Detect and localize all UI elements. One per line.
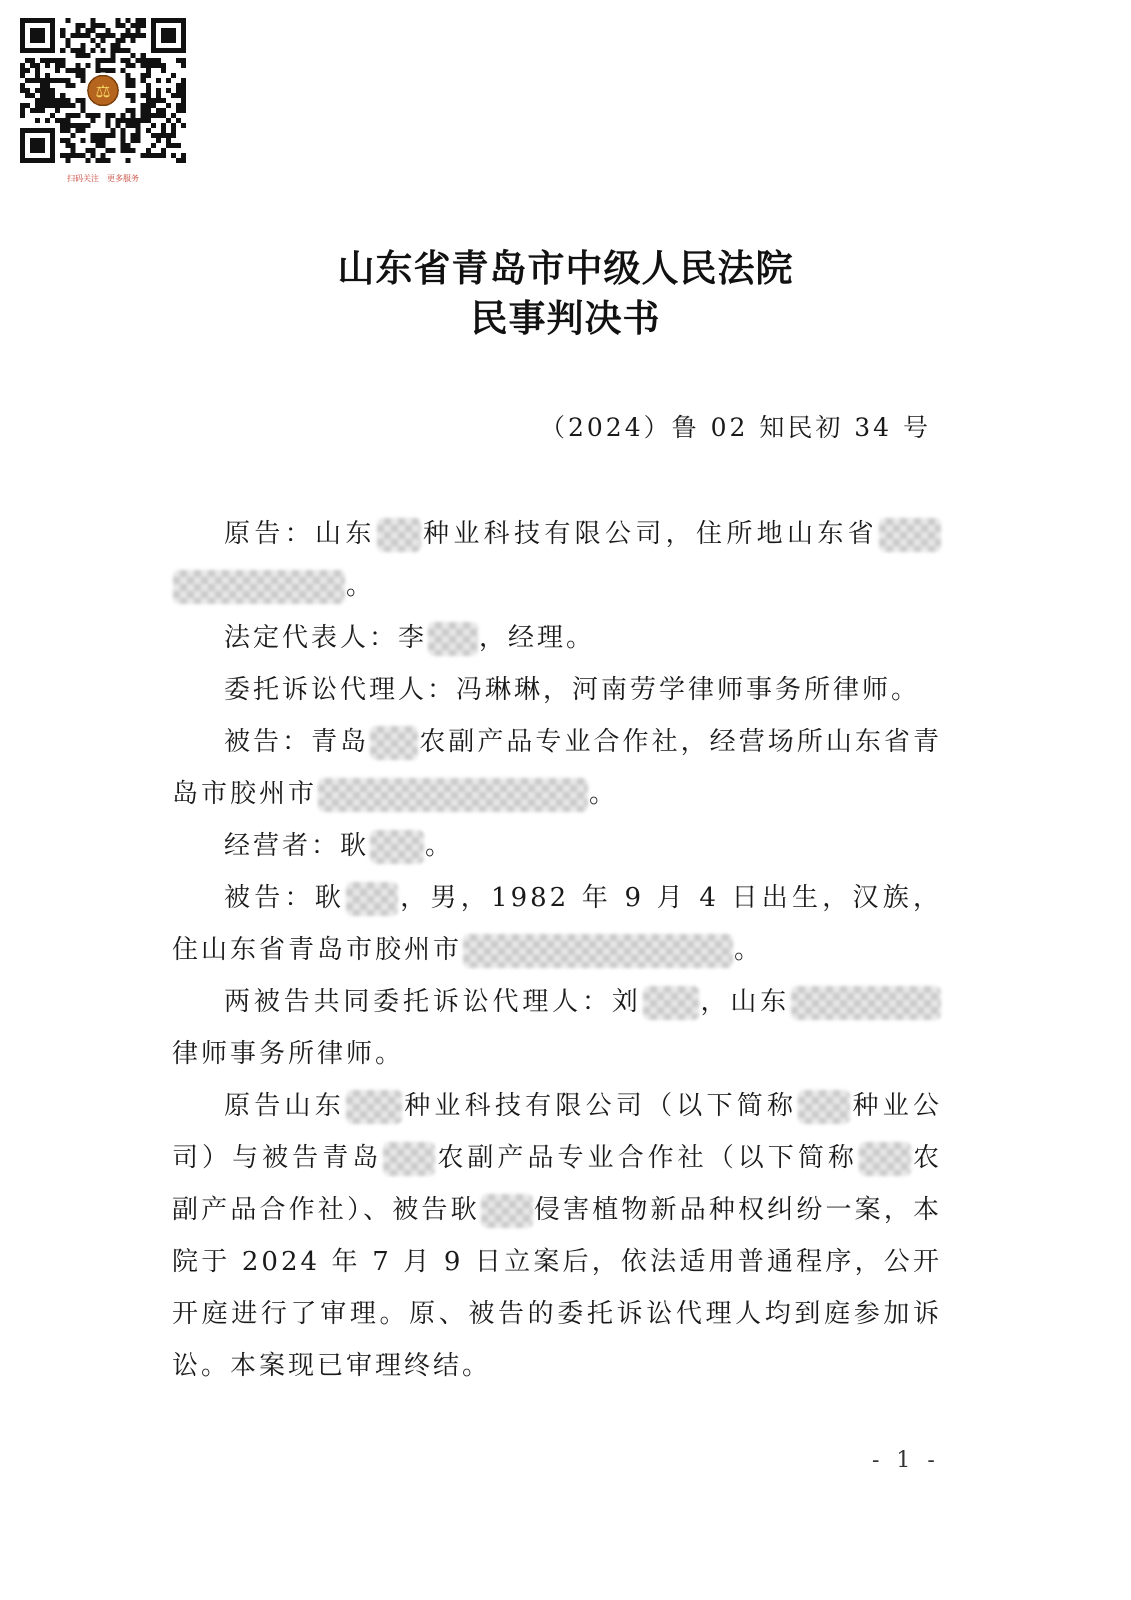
svg-text:⚖: ⚖ bbox=[95, 82, 111, 102]
text-segment: ，经理。 bbox=[479, 623, 596, 653]
paragraph-legal-rep bbox=[172, 612, 942, 664]
paragraph-operator bbox=[172, 820, 942, 872]
document-type: 民事判决书 bbox=[470, 297, 661, 340]
document-title bbox=[0, 244, 1131, 344]
redaction-mask bbox=[370, 726, 418, 760]
text-segment: 原告：山东 bbox=[224, 519, 376, 549]
court-name: 山东省青岛市中级人民法院 bbox=[337, 247, 794, 290]
text-segment: 农副产品合作社）、被告耿 bbox=[172, 1143, 942, 1225]
text-segment: ，男，1982 年 9 月 4 日出生，汉族，住山东省青岛市胶州市 bbox=[172, 883, 942, 965]
redaction-mask bbox=[859, 1142, 911, 1176]
paragraph-joint-agent bbox=[172, 976, 942, 1080]
redaction-mask bbox=[481, 1194, 533, 1228]
text-segment: 农副产品专业合作社（以下简称 bbox=[436, 1143, 858, 1173]
redaction-mask bbox=[173, 570, 345, 604]
text-segment: 。 bbox=[734, 935, 764, 965]
redaction-mask bbox=[428, 622, 478, 656]
paragraph-defendant-2 bbox=[172, 872, 942, 976]
text-segment: 。 bbox=[589, 779, 619, 809]
redaction-mask bbox=[346, 1090, 402, 1124]
paragraph-agent bbox=[172, 664, 942, 716]
text-segment: 种业科技有限公司（以下简称 bbox=[402, 1091, 798, 1121]
text-segment: 农副产品专业合作社，经营场所山东省青岛市胶州市 bbox=[172, 727, 942, 809]
redaction-mask bbox=[383, 1142, 435, 1176]
text-segment: 种业公司）与被告青岛 bbox=[172, 1091, 942, 1173]
text-segment: 两被告共同委托诉讼代理人：刘 bbox=[224, 987, 642, 1017]
redaction-mask bbox=[798, 1090, 850, 1124]
qr-code bbox=[20, 18, 186, 163]
text-segment: 。 bbox=[346, 571, 376, 601]
case-number: （2024）鲁 02 知民初 34 号 bbox=[540, 413, 932, 442]
text-segment: 法定代表人：李 bbox=[224, 623, 428, 653]
text-segment: 被告：耿 bbox=[224, 883, 346, 913]
qr-caption-right: 更多服务 bbox=[107, 174, 139, 183]
text-segment: 。 bbox=[425, 831, 455, 861]
text-segment: 经营者：耿 bbox=[224, 831, 370, 861]
text-segment: 侵害植物新品种权纠纷一案，本院于 2024 年 7 月 9 日立案后，依法适用普通程序，公开开庭进行了审理。原、被告的委托诉讼代理人均到庭参加诉讼。本案现已审理终结。 bbox=[172, 1195, 942, 1381]
text-segment: 被告：青岛 bbox=[224, 727, 370, 757]
paragraph-defendant-1 bbox=[172, 716, 942, 820]
text-segment: 律师事务所律师。 bbox=[172, 1039, 405, 1069]
redaction-mask bbox=[791, 986, 941, 1020]
text-segment: ，山东 bbox=[699, 987, 790, 1017]
document-body bbox=[172, 508, 942, 1392]
qr-code-block bbox=[20, 18, 186, 184]
redaction-mask bbox=[346, 882, 398, 916]
paragraph-plaintiff bbox=[172, 508, 942, 612]
redaction-mask bbox=[318, 778, 588, 812]
redaction-mask bbox=[377, 518, 421, 552]
qr-caption-left: 扫码关注 bbox=[67, 174, 99, 183]
redaction-mask bbox=[643, 986, 699, 1020]
text-segment: 原告山东 bbox=[224, 1091, 345, 1121]
page-number: - 1 - bbox=[872, 1448, 940, 1473]
redaction-mask bbox=[463, 934, 733, 968]
redaction-mask bbox=[879, 518, 941, 552]
text-segment: 种业科技有限公司，住所地山东省 bbox=[421, 519, 878, 549]
paragraph-case-summary bbox=[172, 1080, 942, 1392]
qr-caption bbox=[20, 173, 186, 184]
redaction-mask bbox=[370, 830, 424, 864]
text-segment: 委托诉讼代理人：冯琳琳，河南劳学律师事务所律师。 bbox=[224, 675, 921, 705]
